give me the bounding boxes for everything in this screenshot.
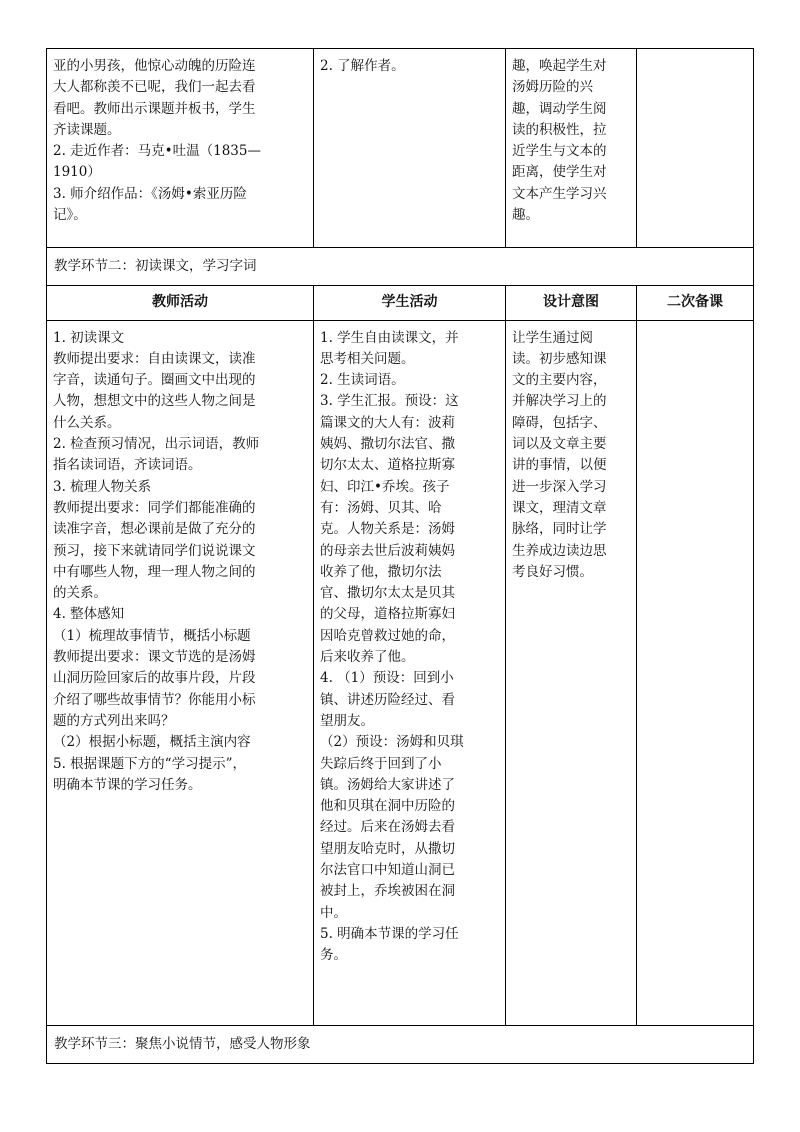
text-line: 克。人物关系是：汤姆	[320, 521, 455, 538]
text-line: 经过。后来在汤姆去看	[320, 819, 455, 836]
header-student-activity: 学生活动	[314, 286, 506, 320]
continuation-student-cell	[314, 49, 506, 248]
text-line: 1. 学生自由读课文，并	[320, 329, 459, 346]
text-line: 的父母，道格拉斯寡妇	[320, 606, 455, 623]
text-line: 教师提出要求：同学们都能准确的	[53, 499, 256, 516]
text-line: 趣。	[512, 207, 539, 224]
text-line: 有：汤姆、贝其、哈	[320, 499, 442, 516]
text-line: 读。初步感知课	[512, 350, 607, 367]
text-line: 4. （1）预设：回到小	[320, 670, 454, 687]
header-design-intent: 设计意图	[506, 286, 637, 320]
text-line: 课文，理清文章	[512, 499, 607, 516]
text-line: 思考相关问题。	[320, 350, 415, 367]
text-line: 他和贝琪在洞中历险的	[320, 798, 455, 815]
text-line: 文的主要内容，	[512, 372, 607, 389]
section-2-title: 教学环节二：初读课文，学习字词	[47, 248, 754, 286]
text-line: 汤姆历险的兴	[512, 79, 593, 96]
text-line: 读准字音，想必课前是做了充分的	[53, 521, 256, 538]
text-line: 人物，想想文中的这些人物之间是	[53, 393, 256, 410]
text-line: 记》。	[53, 207, 87, 224]
text-line: 文本产生学习兴	[512, 185, 607, 202]
text-line: 官、撒切尔太太是贝其	[320, 585, 455, 602]
section-2-content-row	[47, 320, 754, 1025]
section-2-intent-cell	[506, 320, 637, 1025]
text-line: 1910）	[53, 164, 101, 181]
text-line: 5. 根据课题下方的“学习提示”，	[53, 755, 246, 772]
text-line: 亚的小男孩，他惊心动魄的历险连	[53, 58, 256, 74]
text-line: 镇、讲述历险经过、看	[320, 691, 455, 708]
text-line: 望朋友哈克时，从撒切	[320, 840, 455, 857]
text-line: 进一步深入学习	[512, 478, 607, 495]
text-line: 脉络，同时让学	[512, 521, 607, 538]
text-line: 什么关系。	[53, 414, 121, 431]
text-line: 妇、印江•乔埃。孩子	[320, 478, 450, 495]
text-line: 收养了他，撒切尔法	[320, 563, 442, 580]
text-line: 2. 生读词语。	[320, 372, 405, 389]
text-line: 失踪后终于回到了小	[320, 755, 442, 772]
text-line: 教师提出要求：自由读课文，读准	[53, 350, 256, 367]
text-line: 姨妈、撒切尔法官、撒	[320, 436, 455, 453]
text-line: 切尔太太、道格拉斯寡	[320, 457, 455, 474]
continuation-row	[47, 49, 754, 248]
text-line: 距离，使学生对	[512, 164, 607, 181]
text-line: （2）预设：汤姆和贝琪	[320, 734, 464, 751]
text-line: 讲的事情，以便	[512, 457, 607, 474]
text-line: 看吧。教师出示课题并板书，学生	[53, 100, 256, 117]
text-line: 障碍，包括字、	[512, 414, 607, 431]
text-line: 考良好习惯。	[512, 563, 593, 580]
text-line: 趣，调动学生阅	[512, 100, 607, 117]
section-3-row	[47, 1025, 754, 1063]
text-line: 生养成边读边思	[512, 542, 607, 559]
section-3-title: 教学环节三：聚焦小说情节，感受人物形象	[47, 1025, 754, 1063]
text-line: 3. 师介绍作品：《汤姆•索亚历险	[53, 185, 247, 202]
text-line: 题的方式列出来吗？	[53, 712, 175, 729]
text-line: 3. 梳理人物关系	[53, 478, 152, 495]
text-line: 并解决学习上的	[512, 393, 607, 410]
text-line: 2. 走近作者：马克•吐温（1835—	[53, 143, 261, 160]
continuation-teacher-cell	[47, 49, 314, 248]
text-line: 务。	[320, 947, 347, 964]
text-line: 2. 了解作者。	[320, 58, 405, 74]
text-line: 的母亲去世后波莉姨妈	[320, 542, 455, 559]
text-line: 后来收养了他。	[320, 649, 415, 666]
text-line: （2）根据小标题，概括主演内容	[53, 734, 251, 751]
section-2-teacher-cell	[47, 320, 314, 1025]
text-line: 中。	[320, 904, 347, 921]
text-line: 2. 检查预习情况，出示词语，教师	[53, 436, 260, 453]
text-line: 读的积极性，拉	[512, 121, 607, 138]
text-line: 的关系。	[53, 585, 107, 602]
text-line: 尔法官口中知道山洞已	[320, 862, 455, 879]
text-line: 3. 学生汇报。预设：这	[320, 393, 459, 410]
continuation-intent-cell	[506, 49, 637, 248]
text-line: 中有哪些人物，理一理人物之间的	[53, 563, 256, 580]
text-line: 4. 整体感知	[53, 606, 125, 623]
section-2-student-cell	[314, 320, 506, 1025]
text-line: 大人都称羡不已呢，我们一起去看	[53, 79, 256, 96]
section-2-row	[47, 248, 754, 286]
header-teacher-activity: 教师活动	[47, 286, 314, 320]
continuation-notes-cell	[637, 49, 754, 248]
text-line: 1. 初读课文	[53, 329, 125, 346]
text-line: 介绍了哪些故事情节？你能用小标	[53, 691, 256, 708]
lesson-plan-table	[46, 48, 754, 1064]
text-line: 让学生通过阅	[512, 329, 593, 346]
header-second-prep: 二次备课	[637, 286, 754, 320]
text-line: 被封上，乔埃被困在洞	[320, 883, 455, 900]
text-line: 因哈克曾救过她的命，	[320, 627, 455, 644]
text-line: 近学生与文本的	[512, 143, 607, 160]
column-header-row	[47, 286, 754, 320]
text-line: 字音，读通句子。圈画文中出现的	[53, 372, 256, 389]
text-line: 望朋友。	[320, 712, 374, 729]
text-line: 5. 明确本节课的学习任	[320, 925, 459, 942]
text-line: 齐读课题。	[53, 121, 121, 138]
section-2-notes-cell	[637, 320, 754, 1025]
text-line: 篇课文的大人有：波莉	[320, 414, 455, 431]
text-line: 山洞历险回家后的故事片段，片段	[53, 670, 256, 687]
text-line: 指名读词语，齐读词语。	[53, 457, 202, 474]
text-line: 明确本节课的学习任务。	[53, 776, 202, 793]
text-line: 趣，唤起学生对	[512, 58, 607, 74]
text-line: 教师提出要求：课文节选的是汤姆	[53, 649, 256, 666]
text-line: 预习，接下来就请同学们说说课文	[53, 542, 256, 559]
text-line: （1）梳理故事情节，概括小标题	[53, 627, 251, 644]
text-line: 词以及文章主要	[512, 436, 607, 453]
text-line: 镇。汤姆给大家讲述了	[320, 776, 455, 793]
